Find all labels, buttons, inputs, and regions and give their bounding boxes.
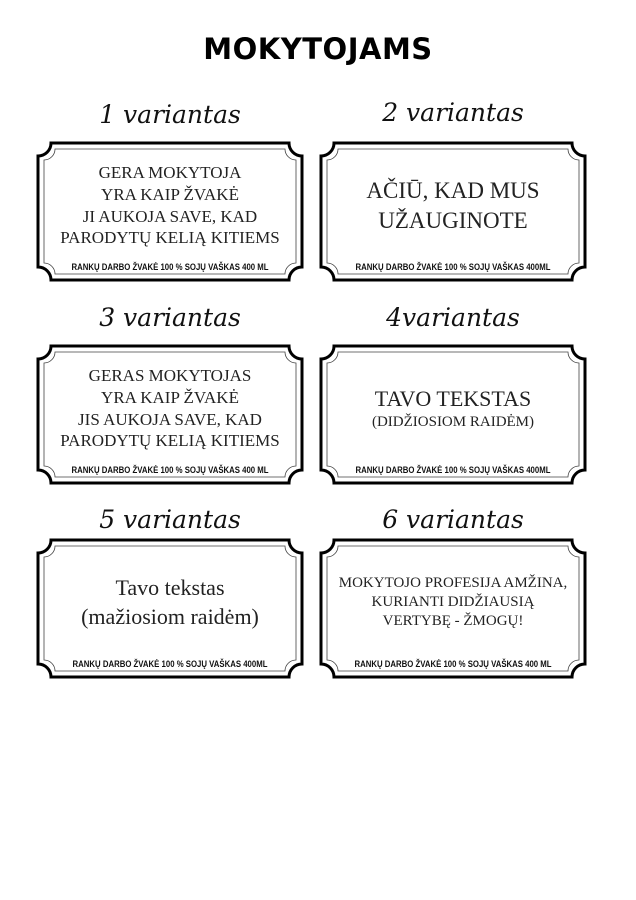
page-title: MOKYTOJAMS — [203, 32, 433, 66]
candle-label — [318, 537, 588, 680]
label-footer: RANKŲ DARBO ŽVAKĖ 100 % SOJŲ VAŠKAS 400ML — [355, 465, 551, 476]
variant-heading: 4variantas — [386, 303, 520, 332]
label-line: (mažiosiom raidėm) — [81, 603, 259, 629]
label-footer: RANKŲ DARBO ŽVAKĖ 100 % SOJŲ VAŠKAS 400 ML — [354, 659, 552, 670]
label-footer: RANKŲ DARBO ŽVAKĖ 100 % SOJŲ VAŠKAS 400 ML — [71, 465, 269, 476]
label-line: MOKYTOJO PROFESIJA AMŽINA, — [338, 574, 568, 591]
label-line: KURIANTI DIDŽIAUSIĄ — [371, 593, 535, 610]
candle-label — [35, 343, 305, 486]
label-line: PARODYTŲ KELIĄ KITIEMS — [60, 431, 280, 451]
variant-heading: 3 variantas — [99, 303, 241, 332]
label-line: YRA KAIP ŽVAKĖ — [101, 387, 239, 407]
label-footer: RANKŲ DARBO ŽVAKĖ 100 % SOJŲ VAŠKAS 400ML — [355, 262, 551, 273]
label-text — [328, 357, 578, 460]
label-line: GERAS MOKYTOJAS — [88, 366, 252, 385]
variant-heading: 1 variantas — [99, 100, 241, 129]
label-line: (DIDŽIOSIOM RAIDĖM) — [371, 413, 535, 430]
candle-label — [35, 537, 305, 680]
label-line: YRA KAIP ŽVAKĖ — [101, 184, 239, 204]
label-line: VERTYBĘ - ŽMOGŲ! — [382, 613, 524, 630]
label-line: JI AUKOJA SAVE, KAD — [82, 206, 258, 226]
label-text — [45, 154, 295, 257]
variant-heading: 2 variantas — [382, 98, 524, 127]
label-text — [328, 551, 578, 654]
label-line: TAVO TEKSTAS — [374, 385, 532, 411]
label-footer: RANKŲ DARBO ŽVAKĖ 100 % SOJŲ VAŠKAS 400 ML — [71, 262, 269, 273]
variant-heading: 5 variantas — [99, 505, 241, 534]
label-line: GERA MOKYTOJA — [98, 163, 242, 182]
label-text — [45, 551, 295, 654]
label-footer: RANKŲ DARBO ŽVAKĖ 100 % SOJŲ VAŠKAS 400ML — [72, 659, 268, 670]
label-line: AČIŪ, KAD MUS — [366, 178, 540, 204]
label-line: UŽAUGINOTE — [378, 207, 528, 233]
label-line: JIS AUKOJA SAVE, KAD — [78, 409, 262, 429]
candle-label — [35, 140, 305, 283]
label-line: PARODYTŲ KELIĄ KITIEMS — [60, 228, 280, 248]
label-line: Tavo tekstas — [115, 575, 225, 601]
variant-heading: 6 variantas — [382, 505, 524, 534]
candle-label — [318, 140, 588, 283]
label-text — [328, 154, 578, 257]
candle-label — [318, 343, 588, 486]
label-text — [45, 357, 295, 460]
